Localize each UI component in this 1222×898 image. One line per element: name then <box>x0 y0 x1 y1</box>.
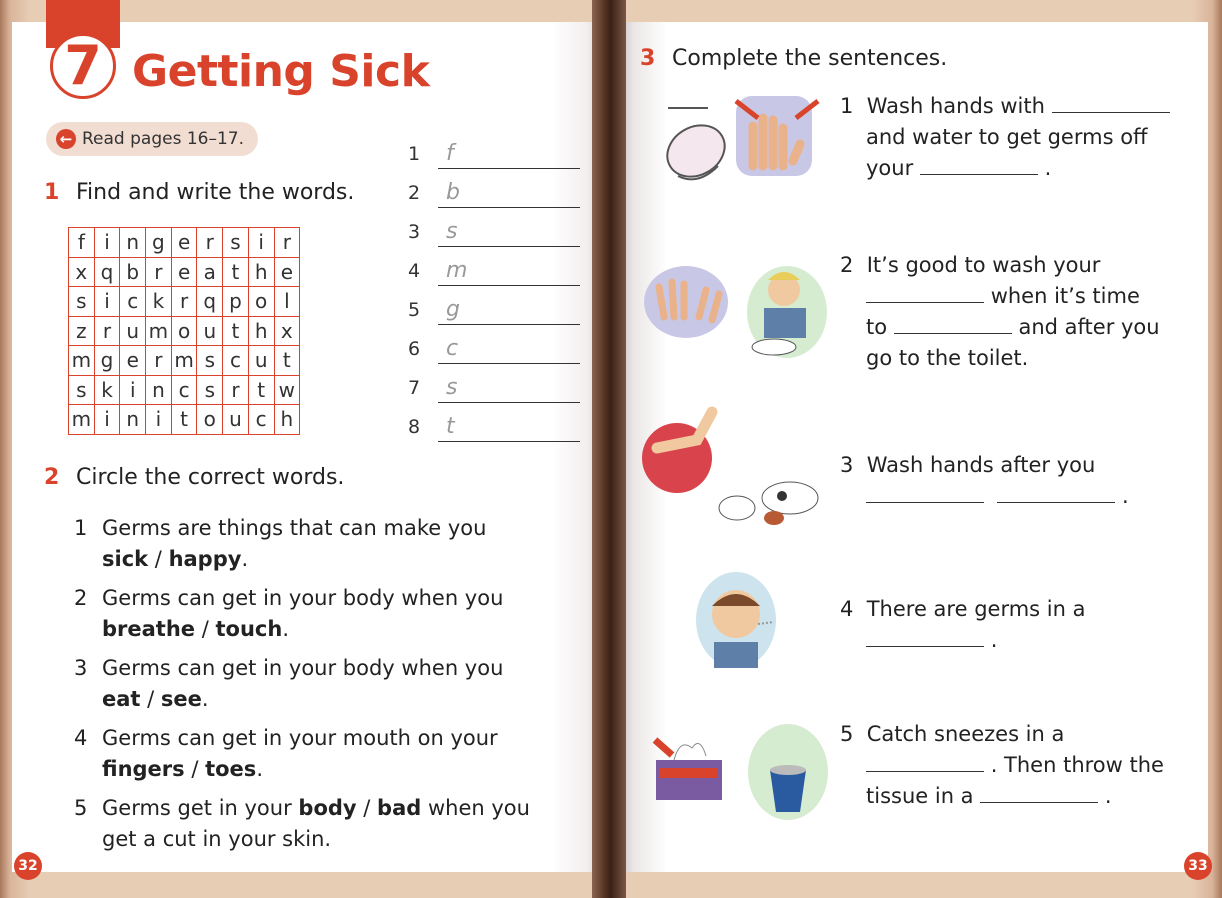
answer-hint-letter: m <box>446 258 468 283</box>
pet-and-farm-animals-illustration <box>642 400 827 535</box>
page-title: Getting Sick <box>132 46 430 97</box>
grid-cell[interactable]: s <box>223 228 249 258</box>
option-a[interactable]: breathe <box>102 617 196 641</box>
answer-number: 3 <box>408 221 421 243</box>
grid-cell[interactable]: t <box>274 346 300 376</box>
grid-cell[interactable]: r <box>146 257 172 287</box>
option-separator: / <box>148 547 169 571</box>
grid-cell[interactable]: h <box>248 257 274 287</box>
grid-cell[interactable]: o <box>248 287 274 317</box>
answer-blank[interactable] <box>997 484 1115 503</box>
grid-cell[interactable]: q <box>94 257 120 287</box>
section-2-number: 2 <box>44 465 60 490</box>
answer-blank[interactable] <box>980 784 1098 803</box>
answer-blank[interactable] <box>866 484 984 503</box>
answer-number: 6 <box>408 338 421 360</box>
sentence-text: Wash hands with <box>866 94 1045 118</box>
answer-number: 2 <box>408 182 421 204</box>
page-number-right: 33 <box>1184 852 1212 880</box>
section-3-number: 3 <box>640 46 656 71</box>
answer-line[interactable] <box>438 402 580 403</box>
read-pages-pill <box>46 122 258 156</box>
grid-cell[interactable]: u <box>197 316 223 346</box>
grid-cell[interactable]: i <box>146 405 172 435</box>
answer-number: 4 <box>408 260 421 282</box>
arrow-left-icon: ← <box>56 129 76 149</box>
grid-cell[interactable]: s <box>197 375 223 405</box>
sentence-text: when it’s time <box>990 284 1140 308</box>
answer-number: 8 <box>408 416 421 438</box>
grid-cell[interactable]: r <box>146 346 172 376</box>
item-text: Germs can get in your mouth on your <box>102 726 498 750</box>
sentence-number: 1 <box>840 94 854 118</box>
option-separator: / <box>356 796 378 820</box>
answer-hint-letter: g <box>446 297 460 322</box>
grid-cell[interactable]: x <box>274 316 300 346</box>
grid-cell[interactable]: i <box>120 375 146 405</box>
grid-cell[interactable]: e <box>120 346 146 376</box>
grid-cell[interactable]: e <box>274 257 300 287</box>
item-text-line2: get a cut in your skin. <box>102 827 332 851</box>
grid-cell[interactable]: f <box>69 228 95 258</box>
sentence-text: . <box>1122 484 1129 508</box>
soap-and-hand-illustration <box>648 96 828 191</box>
sentence-text: . <box>990 628 998 652</box>
sentence-text: tissue in a <box>866 784 974 808</box>
sentence-text: to <box>866 315 888 339</box>
item-text: Germs can get in your body when you <box>102 656 504 680</box>
unit-number: 7 <box>50 33 116 99</box>
section-2-title: Circle the correct words. <box>76 465 345 490</box>
answer-line[interactable] <box>438 324 580 325</box>
grid-cell[interactable]: g <box>146 228 172 258</box>
grid-cell[interactable]: k <box>94 375 120 405</box>
answer-blank[interactable] <box>1052 94 1170 113</box>
option-a[interactable]: body <box>298 796 357 820</box>
grid-row <box>69 287 300 317</box>
grid-cell[interactable]: c <box>171 375 197 405</box>
sentence-2 <box>840 250 1160 374</box>
item-text: Germs are things that can make you <box>102 516 487 540</box>
answer-line[interactable] <box>438 168 580 169</box>
grid-cell[interactable]: x <box>69 257 95 287</box>
grid-cell[interactable]: o <box>171 316 197 346</box>
grid-row <box>69 405 300 435</box>
grid-cell[interactable]: i <box>94 228 120 258</box>
grid-cell[interactable]: i <box>94 287 120 317</box>
grid-row <box>69 375 300 405</box>
grid-cell[interactable]: z <box>69 316 95 346</box>
item-number: 1 <box>74 516 88 540</box>
circle-item <box>74 723 498 785</box>
grid-cell[interactable]: b <box>120 257 146 287</box>
hands-and-eating-illustration <box>644 262 829 367</box>
grid-cell[interactable]: r <box>171 287 197 317</box>
sentence-3 <box>840 450 1129 512</box>
grid-cell[interactable]: u <box>248 346 274 376</box>
grid-cell[interactable]: o <box>197 405 223 435</box>
grid-cell[interactable]: e <box>171 257 197 287</box>
sentence-number: 3 <box>840 453 854 477</box>
sentence-5 <box>840 719 1164 812</box>
option-a[interactable]: fingers <box>102 757 185 781</box>
answer-number: 5 <box>408 299 421 321</box>
sentence-text: . <box>1104 784 1112 808</box>
section-1-title: Find and write the words. <box>76 180 355 205</box>
grid-cell[interactable]: u <box>120 316 146 346</box>
answer-hint-letter: t <box>446 414 455 439</box>
answer-hint-letter: s <box>446 375 458 400</box>
word-search-grid <box>68 227 300 435</box>
answer-line[interactable] <box>438 285 580 286</box>
sentence-4 <box>840 594 1085 656</box>
answer-blank[interactable] <box>866 753 984 772</box>
sentence-text: It’s good to wash your <box>866 253 1101 277</box>
option-separator: / <box>140 687 161 711</box>
grid-cell[interactable]: k <box>146 287 172 317</box>
sentence-text: your <box>866 156 914 180</box>
option-a[interactable]: eat <box>102 687 141 711</box>
sentence-number: 2 <box>840 253 854 277</box>
item-tail: . <box>241 547 249 571</box>
answer-line[interactable] <box>438 363 580 364</box>
item-number: 4 <box>74 726 88 750</box>
answer-hint-letter: s <box>446 219 458 244</box>
sentence-1 <box>840 91 1170 184</box>
grid-cell[interactable]: a <box>197 257 223 287</box>
grid-cell[interactable]: c <box>120 287 146 317</box>
grid-row <box>69 316 300 346</box>
option-b[interactable]: happy <box>168 547 242 571</box>
grid-cell[interactable]: s <box>69 287 95 317</box>
option-separator: / <box>195 617 216 641</box>
grid-cell[interactable]: r <box>274 228 300 258</box>
grid-cell[interactable]: i <box>248 228 274 258</box>
sentence-text: Wash hands after you <box>866 453 1096 477</box>
grid-cell[interactable]: c <box>248 405 274 435</box>
grid-cell[interactable]: t <box>248 375 274 405</box>
sentence-text: . Then throw the <box>990 753 1164 777</box>
sentence-text: There are germs in a <box>866 597 1086 621</box>
item-number: 5 <box>74 796 88 820</box>
page-number-left: 32 <box>14 852 42 880</box>
answer-blank[interactable] <box>866 284 984 303</box>
grid-cell[interactable]: c <box>223 346 249 376</box>
item-tail: . <box>201 687 209 711</box>
circle-item <box>74 653 503 715</box>
grid-cell[interactable]: s <box>197 346 223 376</box>
answer-hint-letter: c <box>446 336 459 361</box>
circle-item <box>74 513 486 575</box>
answer-line[interactable] <box>438 207 580 208</box>
grid-row <box>69 257 300 287</box>
grid-row <box>69 228 300 258</box>
answer-blank[interactable] <box>894 315 1012 334</box>
grid-cell[interactable]: h <box>248 316 274 346</box>
grid-row <box>69 346 300 376</box>
circle-item <box>74 793 530 855</box>
grid-cell[interactable]: m <box>146 316 172 346</box>
item-text: Germs get in your <box>102 796 299 820</box>
item-text: when you <box>421 796 530 820</box>
answer-hint-letter: b <box>446 180 460 205</box>
grid-cell[interactable]: g <box>94 346 120 376</box>
sneezing-boy-illustration <box>696 572 776 672</box>
grid-cell[interactable]: t <box>223 316 249 346</box>
grid-cell[interactable]: e <box>171 228 197 258</box>
sentence-text: and water to get germs off <box>866 125 1148 149</box>
answer-blank[interactable] <box>866 628 984 647</box>
sentence-text: go to the toilet. <box>866 346 1029 370</box>
grid-cell[interactable]: w <box>274 375 300 405</box>
grid-cell[interactable]: n <box>120 228 146 258</box>
option-b[interactable]: see <box>160 687 202 711</box>
answer-line[interactable] <box>438 441 580 442</box>
option-a[interactable]: sick <box>102 547 149 571</box>
grid-cell[interactable]: i <box>94 405 120 435</box>
circle-item <box>74 583 503 645</box>
grid-cell[interactable]: h <box>274 405 300 435</box>
tissue-and-bin-illustration <box>650 720 830 820</box>
item-tail: . <box>256 757 263 781</box>
book-gutter <box>592 0 626 898</box>
grid-cell[interactable]: m <box>69 405 95 435</box>
item-tail: . <box>282 617 289 641</box>
grid-cell[interactable]: m <box>171 346 197 376</box>
sentence-text: Catch sneezes in a <box>866 722 1065 746</box>
grid-cell[interactable]: l <box>274 287 300 317</box>
grid-cell[interactable]: t <box>171 405 197 435</box>
grid-cell[interactable]: s <box>69 375 95 405</box>
section-3-title: Complete the sentences. <box>672 46 948 71</box>
grid-cell[interactable]: r <box>94 316 120 346</box>
answer-number: 1 <box>408 143 421 165</box>
grid-cell[interactable]: n <box>120 405 146 435</box>
sentence-number: 4 <box>840 597 854 621</box>
grid-cell[interactable]: p <box>223 287 249 317</box>
option-b[interactable]: toes <box>205 757 257 781</box>
sentence-text: and after you <box>1018 315 1160 339</box>
grid-cell[interactable]: u <box>223 405 249 435</box>
option-separator: / <box>184 757 206 781</box>
section-1-number: 1 <box>44 180 60 205</box>
grid-cell[interactable]: r <box>197 228 223 258</box>
grid-cell[interactable]: r <box>223 375 249 405</box>
item-number: 3 <box>74 656 88 680</box>
item-text: Germs can get in your body when you <box>102 586 504 610</box>
option-b[interactable]: bad <box>377 796 422 820</box>
grid-cell[interactable]: n <box>146 375 172 405</box>
sentence-number: 5 <box>840 722 854 746</box>
answer-blank[interactable] <box>920 156 1038 175</box>
sentence-text: . <box>1044 156 1052 180</box>
item-number: 2 <box>74 586 88 610</box>
read-pages-label: Read pages 16–17. <box>82 129 245 149</box>
answer-line[interactable] <box>438 246 580 247</box>
grid-cell[interactable]: t <box>223 257 249 287</box>
answer-number: 7 <box>408 377 421 399</box>
option-b[interactable]: touch <box>215 617 283 641</box>
grid-cell[interactable]: q <box>197 287 223 317</box>
answer-hint-letter: f <box>446 141 454 166</box>
grid-cell[interactable]: m <box>69 346 95 376</box>
